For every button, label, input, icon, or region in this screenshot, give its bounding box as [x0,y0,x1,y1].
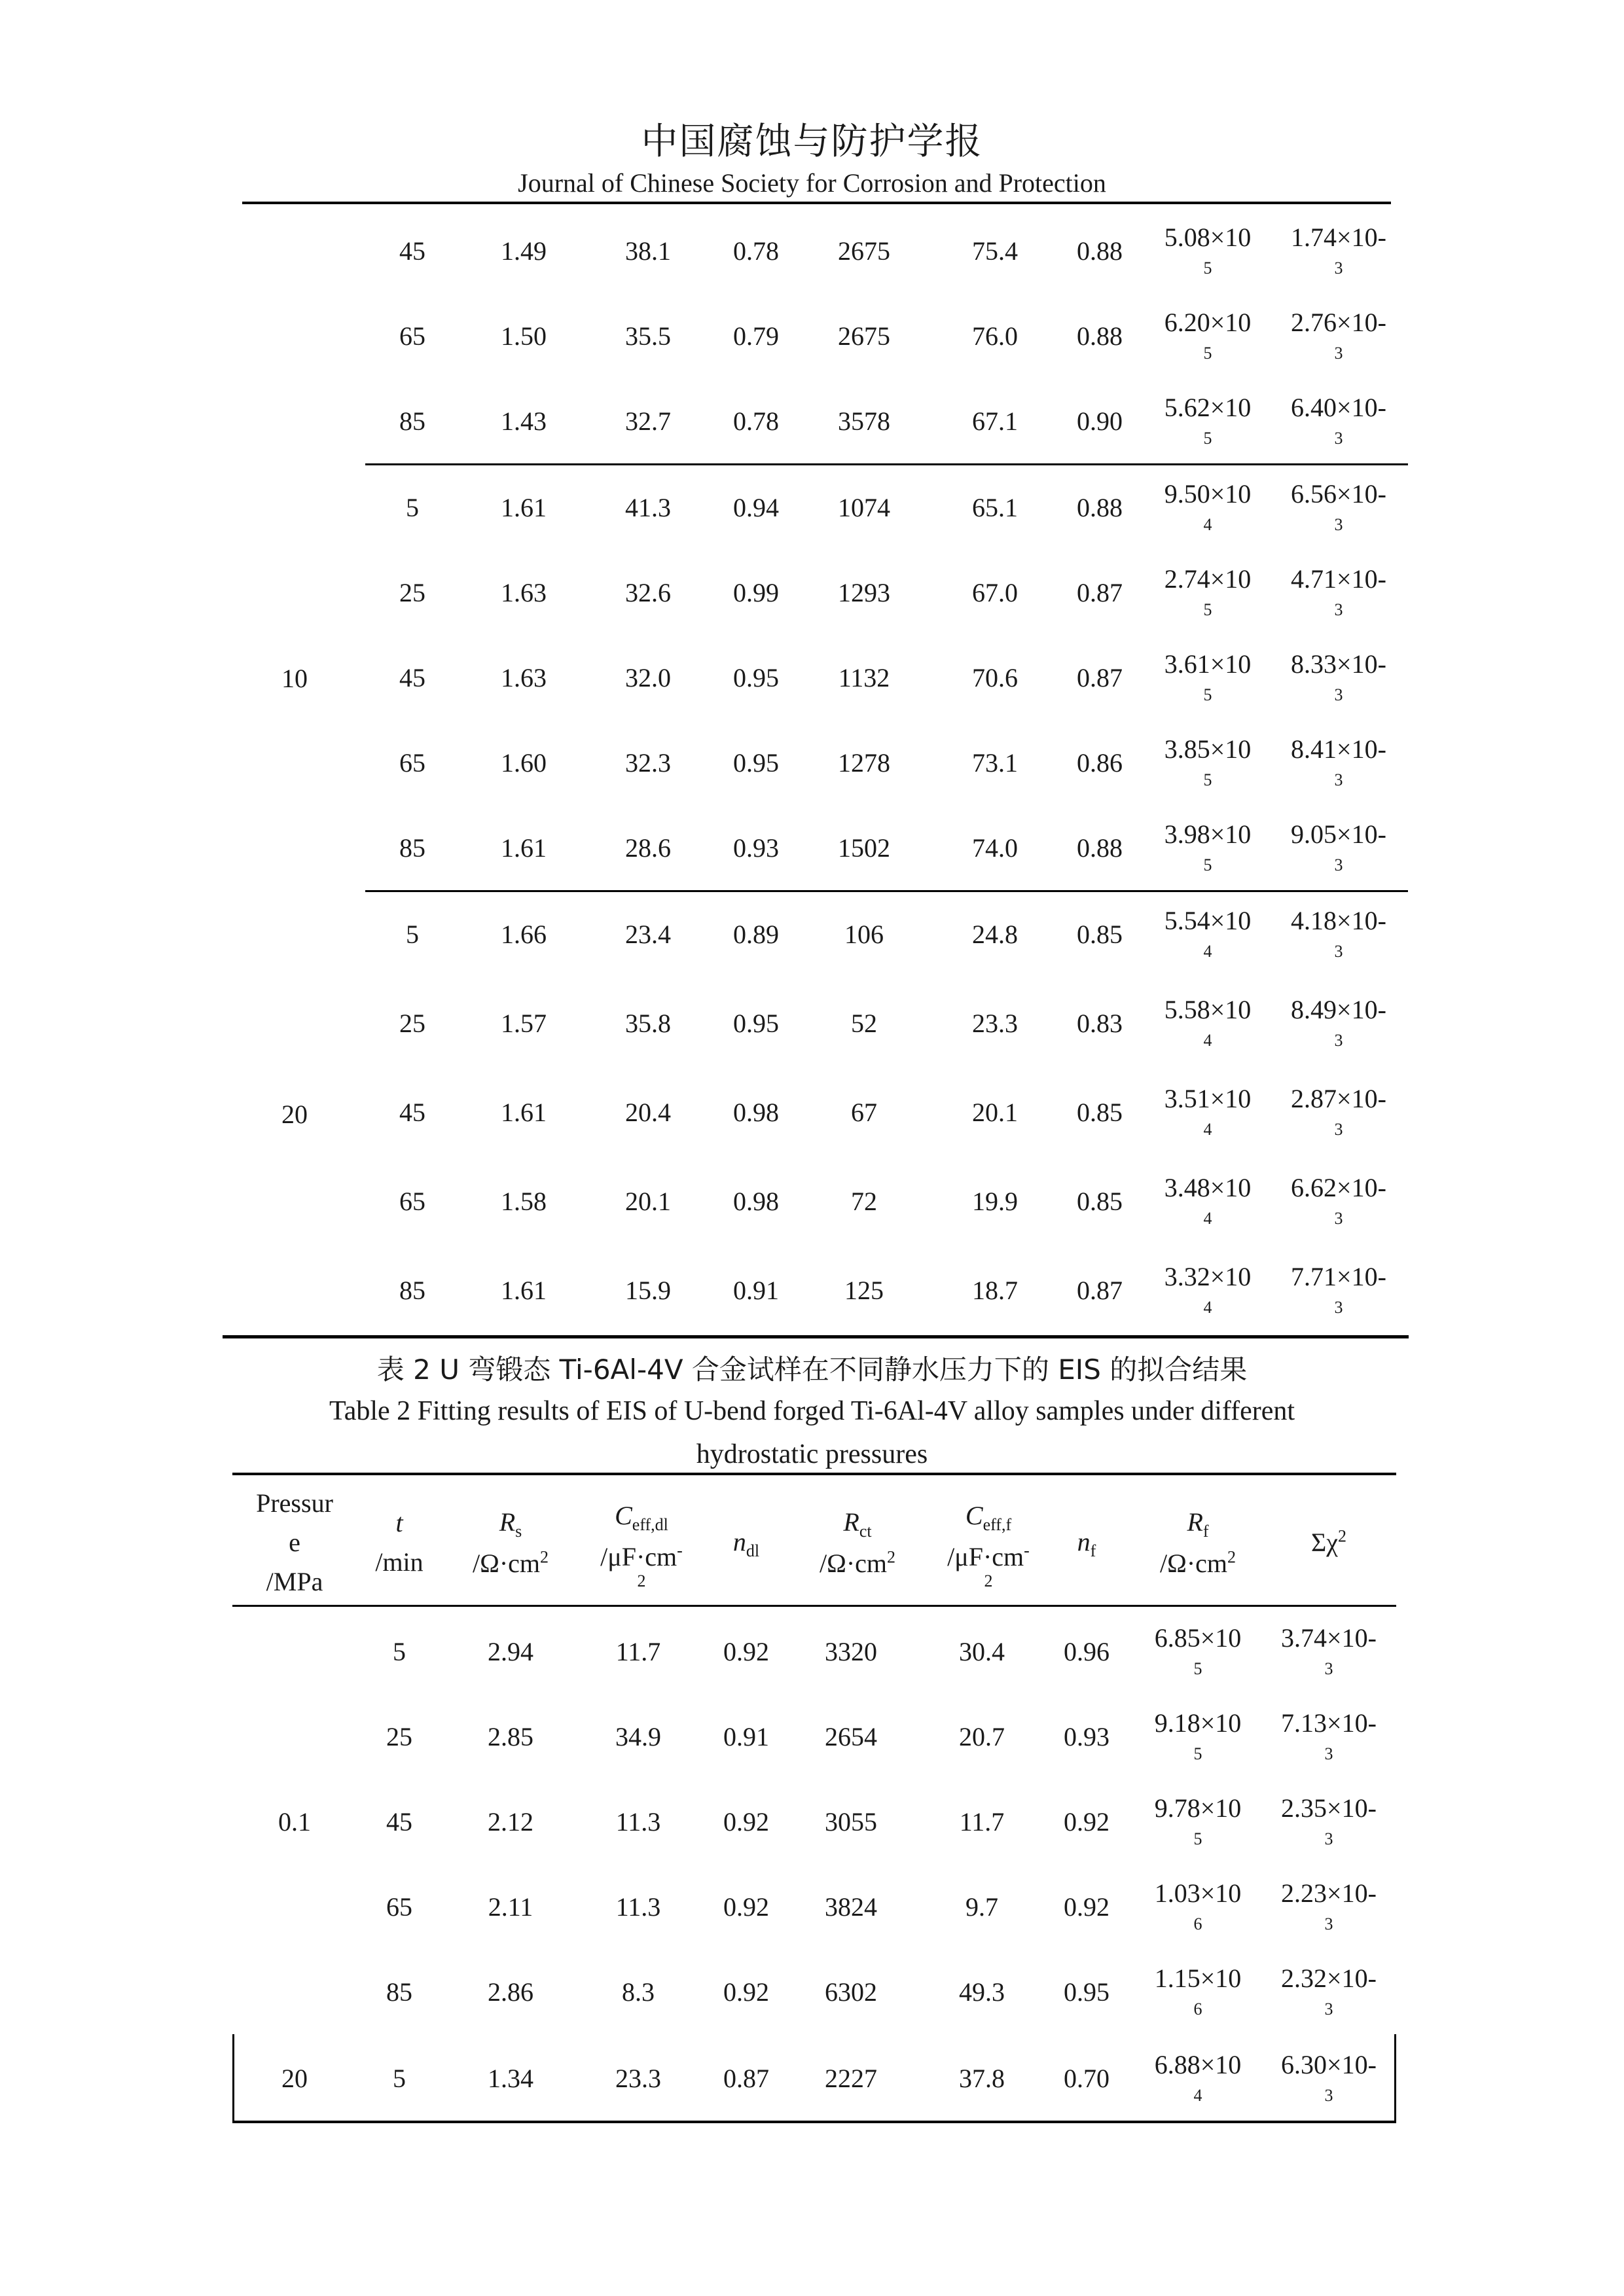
rf-exponent: 5 [1203,429,1212,448]
chi-exponent: 3 [1334,515,1343,534]
rf-exponent: 5 [1193,1659,1202,1678]
cell-n2: 0.85 [1077,1097,1123,1127]
cell-t: 85 [399,406,425,436]
cell-rct: 1293 [838,577,890,607]
cell-rf [1132,1694,1263,1779]
cell-t: 25 [399,577,425,607]
cell-c1: 15.9 [625,1275,671,1305]
rf-exponent: 4 [1203,1031,1212,1050]
chi-mantissa: 9.05×10- [1291,819,1386,849]
cell-rs: 1.61 [501,492,547,522]
cell-n1: 0.99 [733,577,779,607]
cell-n2: 0.95 [1064,1977,1110,2007]
cell-rs: 2.85 [488,1721,533,1751]
rf-exponent: 5 [1203,685,1212,704]
rf-exponent: 4 [1203,942,1212,961]
chi-exponent: 3 [1334,1120,1343,1139]
cell-n1: 0.95 [733,747,779,778]
cell-rs: 1.58 [501,1186,547,1216]
cell-rf [1132,1609,1263,1694]
cell-chi [1273,1247,1404,1333]
group-label-0-1: 0.1 [278,1806,311,1837]
rf-exponent: 5 [1203,600,1212,619]
chi-exponent: 3 [1334,429,1343,448]
cell-c2: 76.0 [972,321,1018,351]
cell-rf [1142,465,1273,550]
cell-rf [1142,293,1273,378]
cell-rs: 1.63 [501,662,547,692]
header-nf: $n_f$ [1077,1526,1096,1560]
rf-exponent: 4 [1203,1298,1212,1317]
group-separator [365,463,1408,465]
cell-rct: 72 [851,1186,877,1216]
cell-c1: 11.7 [615,1636,661,1666]
chi-mantissa: 7.71×10- [1291,1262,1386,1291]
chi-mantissa: 2.35×10- [1281,1793,1377,1823]
chi-mantissa: 2.23×10- [1281,1878,1377,1908]
cell-t: 5 [406,492,419,522]
cell-c1: 32.3 [625,747,671,778]
rf-mantissa: 3.48×10 [1164,1173,1252,1202]
cell-c2: 73.1 [972,747,1018,778]
rf-mantissa: 3.32×10 [1164,1262,1252,1291]
table-row [0,208,1624,293]
cell-rs: 1.34 [488,2063,533,2093]
cell-chi [1263,1694,1394,1779]
table2-bottom-rule [232,2121,1396,2123]
rf-mantissa: 6.85×10 [1154,1623,1242,1653]
chi-mantissa: 8.33×10- [1291,649,1386,679]
chi-exponent: 3 [1334,1031,1343,1050]
cell-chi [1273,635,1404,720]
chi-mantissa: 4.71×10- [1291,564,1386,594]
cell-n2: 0.93 [1064,1721,1110,1751]
cell-c2: 30.4 [959,1636,1005,1666]
cell-rf [1142,805,1273,890]
rf-mantissa: 5.58×10 [1164,995,1252,1024]
cell-t: 5 [393,1636,406,1666]
header-ndl: $n_{dl}$ [732,1526,760,1560]
cell-c2: 20.1 [972,1097,1018,1127]
cell-c1: 23.4 [625,919,671,949]
cell-rct: 52 [851,1008,877,1038]
cell-c2: 20.7 [959,1721,1005,1751]
cell-chi [1263,2036,1394,2121]
chi-exponent: 3 [1334,1209,1343,1228]
cell-rct: 1278 [838,747,890,778]
header-ceff-dl: $C_{eff,dl}$ /μF·cm- 2 [600,1500,683,1590]
cell-rs: 1.49 [501,236,547,266]
rf-mantissa: 3.98×10 [1164,819,1252,849]
cell-n1: 0.95 [733,1008,779,1038]
header-ceff-f: $C_{eff,f}$ /μF·cm- 2 [947,1500,1030,1590]
cell-chi [1273,465,1404,550]
rf-exponent: 6 [1193,2000,1202,2018]
rf-exponent: 6 [1193,1914,1202,1933]
cell-c2: 49.3 [959,1977,1005,2007]
cell-c1: 34.9 [615,1721,661,1751]
cell-rs: 1.43 [501,406,547,436]
cell-chi [1273,293,1404,378]
chi-exponent: 3 [1334,855,1343,874]
chi-mantissa: 6.40×10- [1291,393,1386,422]
group-separator [365,890,1408,892]
cell-c1: 23.3 [615,2063,661,2093]
rf-exponent: 4 [1203,1209,1212,1228]
cell-chi [1263,1779,1394,1864]
cell-c2: 74.0 [972,833,1018,863]
chi-mantissa: 2.76×10- [1291,308,1386,337]
chi-mantissa: 3.74×10- [1281,1623,1377,1653]
cell-n2: 0.88 [1077,236,1123,266]
cell-rct: 3320 [825,1636,877,1666]
cell-chi [1273,720,1404,805]
cell-n2: 0.85 [1077,919,1123,949]
cell-rct: 125 [844,1275,884,1305]
cell-chi [1273,1069,1404,1155]
chi-mantissa: 6.56×10- [1291,479,1386,509]
cell-n1: 0.91 [733,1275,779,1305]
cell-t: 65 [386,1892,412,1922]
chi-exponent: 3 [1324,2000,1333,2018]
table-row [0,378,1624,463]
cell-rs: 1.61 [501,833,547,863]
cell-n2: 0.70 [1064,2063,1110,2093]
rf-mantissa: 2.74×10 [1164,564,1252,594]
chi-mantissa: 2.87×10- [1291,1084,1386,1113]
chi-exponent: 3 [1324,1914,1333,1933]
rf-exponent: 5 [1203,259,1212,278]
cell-chi [1273,208,1404,293]
header-rct: $R_{ct}$ $/\Omega\cdot cm^2$ [819,1507,896,1578]
cell-c2: 70.6 [972,662,1018,692]
cell-c2: 18.7 [972,1275,1018,1305]
cell-n2: 0.88 [1077,321,1123,351]
cell-rct: 3578 [838,406,890,436]
cell-rct: 2654 [825,1721,877,1751]
cell-rct: 1074 [838,492,890,522]
cell-rf [1132,2036,1263,2121]
rf-exponent: 5 [1193,1744,1202,1763]
cell-rct: 1502 [838,833,890,863]
cell-rs: 1.61 [501,1097,547,1127]
cell-t: 45 [399,1097,425,1127]
cell-rct: 3055 [825,1806,877,1837]
chi-exponent: 3 [1334,259,1343,278]
chi-exponent: 3 [1324,1744,1333,1763]
cell-rs: 1.66 [501,919,547,949]
chi-exponent: 3 [1324,2086,1333,2105]
cell-n1: 0.98 [733,1097,779,1127]
cell-c2: 65.1 [972,492,1018,522]
cell-t: 65 [399,747,425,778]
cell-rct: 2675 [838,321,890,351]
cell-rct: 2675 [838,236,890,266]
rf-mantissa: 9.18×10 [1154,1708,1242,1738]
cell-n2: 0.83 [1077,1008,1123,1038]
cell-rf [1142,891,1273,977]
cell-n2: 0.90 [1077,406,1123,436]
cell-t: 85 [399,1275,425,1305]
cell-n1: 0.92 [723,1977,769,2007]
rf-exponent: 5 [1203,855,1212,874]
rf-exponent: 5 [1193,1829,1202,1848]
cell-rf [1142,550,1273,635]
rf-exponent: 4 [1193,2086,1202,2105]
rf-mantissa: 9.50×10 [1164,479,1252,509]
chi-exponent: 3 [1334,600,1343,619]
cell-n1: 0.89 [733,919,779,949]
cell-t: 85 [399,833,425,863]
table2-top-rule [232,1473,1396,1475]
cell-n2: 0.92 [1064,1806,1110,1837]
chi-mantissa: 7.13×10- [1281,1708,1377,1738]
cell-n1: 0.92 [723,1636,769,1666]
cell-c2: 37.8 [959,2063,1005,2093]
cell-n1: 0.92 [723,1892,769,1922]
cell-n2: 0.87 [1077,662,1123,692]
cell-rs: 2.11 [488,1892,533,1922]
chi-exponent: 3 [1324,1659,1333,1678]
rf-exponent: 5 [1203,770,1212,789]
rf-mantissa: 1.03×10 [1154,1878,1242,1908]
group-label-10: 10 [281,663,308,693]
cell-c1: 20.1 [625,1186,671,1216]
cell-rf [1142,1158,1273,1244]
cell-n1: 0.78 [733,406,779,436]
table2-caption-en: Table 2 Fitting results of EIS of U-bend forged Ti-6Al-4V alloy samples under different [329,1396,1295,1426]
cell-t: 5 [406,919,419,949]
cell-t: 45 [399,662,425,692]
chi-mantissa: 2.32×10- [1281,1964,1377,1993]
chi-mantissa: 1.74×10- [1291,223,1386,252]
chi-exponent: 3 [1334,685,1343,704]
rf-mantissa: 3.51×10 [1164,1084,1252,1113]
chi-exponent: 3 [1334,942,1343,961]
cell-rf [1142,1247,1273,1333]
rf-mantissa: 5.54×10 [1164,906,1252,935]
cell-rf [1132,1949,1263,2034]
cell-n2: 0.88 [1077,833,1123,863]
cell-n1: 0.95 [733,662,779,692]
rf-exponent: 4 [1203,515,1212,534]
chi-mantissa: 6.62×10- [1291,1173,1386,1202]
cell-c2: 67.1 [972,406,1018,436]
cell-n2: 0.88 [1077,492,1123,522]
cell-c1: 32.6 [625,577,671,607]
cell-chi [1273,805,1404,890]
rf-exponent: 4 [1203,1120,1212,1139]
cell-c1: 8.3 [622,1977,655,2007]
table1-bottom-rule [223,1335,1409,1338]
cell-n2: 0.86 [1077,747,1123,778]
rf-mantissa: 3.61×10 [1164,649,1252,679]
cell-c2: 75.4 [972,236,1018,266]
chi-mantissa: 8.49×10- [1291,995,1386,1024]
header-chi-square: $\Sigma\chi^2$ [1310,1526,1347,1557]
cell-chi [1263,1864,1394,1949]
cell-rf [1132,1779,1263,1864]
cell-c1: 20.4 [625,1097,671,1127]
cell-rs: 1.50 [501,321,547,351]
table2-caption-en-line2: hydrostatic pressures [696,1439,928,1469]
rf-mantissa: 6.88×10 [1154,2050,1242,2079]
cell-chi [1273,378,1404,463]
chi-mantissa: 4.18×10- [1291,906,1386,935]
header-rule [242,202,1391,204]
cell-n1: 0.87 [723,2063,769,2093]
header-rs: $R_s$ $/\Omega\cdot cm^2$ [472,1507,549,1578]
cell-n1: 0.93 [733,833,779,863]
journal-title-en: Journal of Chinese Society for Corrosion and Protection [518,168,1106,198]
cell-rf [1142,208,1273,293]
chi-exponent: 3 [1334,344,1343,363]
cell-c2: 24.8 [972,919,1018,949]
rf-mantissa: 5.08×10 [1164,223,1252,252]
cell-c2: 11.7 [959,1806,1005,1837]
cell-rf [1142,980,1273,1066]
cell-n2: 0.87 [1077,1275,1123,1305]
cell-c1: 38.1 [625,236,671,266]
cell-t: 25 [386,1721,412,1751]
header-time: t /min [375,1508,424,1577]
chi-exponent: 3 [1324,1829,1333,1848]
cell-rf [1142,378,1273,463]
cell-rs: 1.63 [501,577,547,607]
rf-mantissa: 3.85×10 [1164,734,1252,764]
cell-n1: 0.94 [733,492,779,522]
cell-c1: 11.3 [615,1892,661,1922]
cell-c2: 67.0 [972,577,1018,607]
cell-c2: 23.3 [972,1008,1018,1038]
cell-chi [1273,891,1404,977]
cell-rf [1142,720,1273,805]
cell-n2: 0.96 [1064,1636,1110,1666]
cell-c1: 32.0 [625,662,671,692]
group-label-20: 20 [281,2063,308,2093]
cell-t: 65 [399,321,425,351]
table2-right-border [1394,2034,1396,2123]
journal-title-cn: 中国腐蚀与防护学报 [641,120,983,163]
cell-t: 45 [399,236,425,266]
cell-n1: 0.78 [733,236,779,266]
cell-rs: 1.57 [501,1008,547,1038]
rf-exponent: 5 [1203,344,1212,363]
table2-caption-cn: 表 2 U 弯锻态 Ti-6Al-4V 合金试样在不同静水压力下的 EIS 的拟合结果 [376,1354,1248,1386]
cell-t: 85 [386,1977,412,2007]
cell-rct: 6302 [825,1977,877,2007]
cell-rf [1142,635,1273,720]
cell-rs: 2.86 [488,1977,533,2007]
cell-n1: 0.98 [733,1186,779,1216]
rf-mantissa: 9.78×10 [1154,1793,1242,1823]
cell-chi [1273,1158,1404,1244]
cell-c1: 32.7 [625,406,671,436]
cell-c1: 35.5 [625,321,671,351]
cell-t: 45 [386,1806,412,1837]
cell-chi [1263,1609,1394,1694]
cell-rct: 3824 [825,1892,877,1922]
cell-n2: 0.92 [1064,1892,1110,1922]
cell-t: 25 [399,1008,425,1038]
cell-rct: 2227 [825,2063,877,2093]
cell-rct: 106 [844,919,884,949]
chi-exponent: 3 [1334,1298,1343,1317]
group-label-20: 20 [281,1099,308,1129]
cell-c1: 41.3 [625,492,671,522]
cell-c2: 9.7 [965,1892,998,1922]
rf-mantissa: 5.62×10 [1164,393,1252,422]
table2-header-rule [232,1605,1396,1607]
cell-n1: 0.91 [723,1721,769,1751]
cell-chi [1263,1949,1394,2034]
cell-rct: 67 [851,1097,877,1127]
rf-mantissa: 6.20×10 [1164,308,1252,337]
chi-exponent: 3 [1334,770,1343,789]
chi-mantissa: 6.30×10- [1281,2050,1377,2079]
cell-n1: 0.79 [733,321,779,351]
cell-rf [1142,1069,1273,1155]
cell-t: 5 [393,2063,406,2093]
cell-t: 65 [399,1186,425,1216]
cell-chi [1273,980,1404,1066]
cell-rs: 2.94 [488,1636,533,1666]
cell-chi [1273,550,1404,635]
cell-rs: 2.12 [488,1806,533,1837]
table-row [0,293,1624,378]
cell-c1: 28.6 [625,833,671,863]
cell-c1: 11.3 [615,1806,661,1837]
header-pressure: Pressur e /MPa [256,1488,333,1596]
cell-n2: 0.85 [1077,1186,1123,1216]
table2-left-border [232,2034,234,2123]
cell-rct: 1132 [838,662,890,692]
cell-rs: 1.61 [501,1275,547,1305]
cell-n2: 0.87 [1077,577,1123,607]
cell-rs: 1.60 [501,747,547,778]
cell-c1: 35.8 [625,1008,671,1038]
cell-c2: 19.9 [972,1186,1018,1216]
cell-n1: 0.92 [723,1806,769,1837]
header-rf: $R_f$ $/\Omega\cdot cm^2$ [1159,1507,1236,1578]
chi-mantissa: 8.41×10- [1291,734,1386,764]
cell-rf [1132,1864,1263,1949]
rf-mantissa: 1.15×10 [1154,1964,1242,1993]
